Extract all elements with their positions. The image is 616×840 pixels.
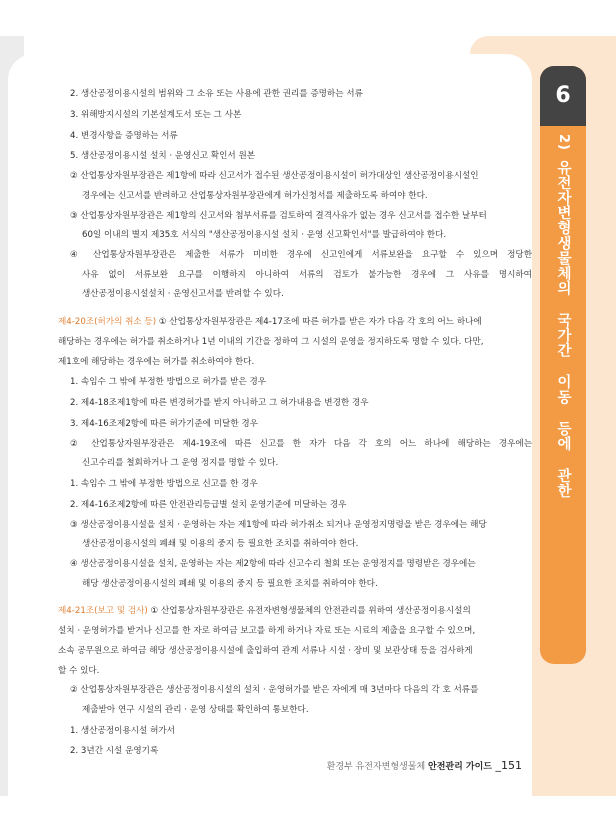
- clause-line: ④ 생산공정이용시설을 설치, 운영하는 자는 제2항에 따라 신고수리 철회 또는 운영정지를 명령받은 경우에는: [70, 559, 476, 570]
- footer-guide-title: 안전관리 가이드: [428, 762, 492, 772]
- list-item: 2. 3년간 시설 운영기록: [70, 746, 159, 757]
- list-item: 1. 속임수 그 밖에 부정한 방법으로 허가를 받은 경우: [70, 377, 267, 388]
- footer-publisher: 환경부 유전자변형생물체: [326, 762, 428, 772]
- clause-line: 사유 없이 서류보완 요구를 이행하지 아니하여 서류의 검토가 불가능한 경우에 그 사유를 명시하여: [82, 269, 532, 280]
- article-line: 설치 · 운영허가를 받거나 신고를 한 자로 하여금 보고를 하게 하거나 자료 또는 시료의 제출을 요구할 수 있으며,: [58, 626, 476, 637]
- page-number: _151: [492, 759, 522, 772]
- clause-line: 해당 생산공정이용시설의 폐쇄 및 이용의 중지 등 필요한 조치를 취하여야 한다.: [82, 578, 378, 589]
- list-item: 2. 생산공정이용시설의 범위와 그 소유 또는 사용에 관한 권리를 증명하는 서류: [70, 89, 363, 99]
- list-item: 1. 생산공정이용시설 허가서: [70, 725, 175, 736]
- article-21-lead-text: ① 산업통상자원부장관은 유전자변형생물체의 안전관리를 위하여 생산공정이용시설의: [147, 606, 471, 617]
- document-body: [58, 84, 532, 762]
- section-title: 유전자변형생물체의 국가간 이동 등에 관한 통합고시: [509, 160, 571, 499]
- clause-line: ③ 생산공정이용시설을 설치 · 운영하는 자는 제1항에 따라 허가취소 되거나 운영정지명령을 받은 경우에는 해당: [70, 519, 487, 530]
- page-footer: [327, 759, 522, 772]
- article-line: 할 수 있다.: [58, 665, 100, 676]
- clause-line: ② 산업통상자원부장관은 제1항에 따라 신고서가 접수된 생산공정이용시설이 허가대상인 생산공정이용시설인: [70, 171, 479, 182]
- list-item: 4. 변경사항을 증명하는 서류: [70, 130, 178, 141]
- clause-line: ② 산업통상자원부장관은 생산공정이용시설의 설치 · 운영허가를 받은 자에게 매 3년마다 다음의 각 호 서류를: [70, 685, 479, 696]
- list-item: 3. 위해방지시설의 기본설계도서 또는 그 사본: [70, 109, 242, 120]
- list-item: 5. 생산공정이용시설 설치 · 운영신고 확인서 원본: [70, 151, 256, 162]
- article-21-lead: [58, 602, 532, 622]
- clause-line: 60일 이내의 별지 제35호 서식의 "생산공정이용시설 설치 · 운영 신고확인서"를 발급하여야 한다.: [82, 230, 447, 241]
- clause-line: 경우에는 신고서를 반려하고 산업통상자원부장관에게 허가신청서를 제출하도록 하여야 한다.: [82, 190, 428, 201]
- list-item: 2. 제4-16조제2항에 따른 안전관리등급별 설치 운영기준에 미달하는 경우: [70, 499, 347, 510]
- list-item: 1. 속임수 그 밖에 부정한 방법으로 신고를 한 경우: [70, 479, 258, 490]
- article-line: 소속 공무원으로 하여금 해당 생산공정이용시설에 출입하여 관계 서류나 시설 · 장비 및 보관상태 등을 검사하게: [58, 645, 473, 656]
- article-20-heading: 제4-20조(허가의 취소 등): [58, 317, 157, 328]
- article-20-lead-text: ① 산업통상자원부장관은 제4-17조에 따른 허가를 받은 자가 다음 각 호의 어느 하나에: [156, 317, 482, 328]
- section-number: 2): [556, 134, 571, 151]
- article-line: 제1호에 해당하는 경우에는 허가를 취소하여야 한다.: [58, 356, 255, 367]
- clause-line: ③ 산업통상자원부장관은 제1항의 신고서와 첨부서류를 검토하여 결격사유가 없는 경우 신고서를 접수한 날부터: [70, 210, 487, 221]
- clause-line: ④ 산업통상자원부장관은 제출한 서류가 미비한 경우에 신고인에게 서류보완을 요구할 수 있으며 정당한: [70, 250, 532, 260]
- clause-line: 제출받아 연구 시설의 관리 · 운영 상태를 확인하여 통보한다.: [82, 704, 309, 715]
- clause-line: 생산공정이용시설의 폐쇄 및 이용의 중지 등 필요한 조치를 취하여야 한다.: [82, 539, 359, 550]
- article-line: 해당하는 경우에는 허가를 취소하거나 1년 이내의 기간을 정하여 그 시설의 운영을 정지하도록 명할 수 있다. 다만,: [58, 336, 484, 347]
- list-item: 2. 제4-18조제1항에 따른 변경허가를 받지 아니하고 그 허가내용을 변경한 경우: [70, 398, 369, 409]
- list-item: 3. 제4-16조제2항에 따른 허가기준에 미달한 경우: [70, 418, 258, 429]
- article-20-lead: [58, 313, 532, 333]
- article-21-heading: 제4-21조(보고 및 검사): [58, 606, 148, 617]
- clause-line: 신고수리를 철회하거나 그 운영 정지를 명할 수 있다.: [82, 458, 279, 469]
- chapter-number: 6: [540, 66, 586, 126]
- clause-line: 생산공정이용시설설치 · 운영신고서를 반려할 수 있다.: [82, 289, 284, 300]
- clause-line: ② 산업통상자원부장관은 제4-19조에 따른 신고를 한 자가 다음 각 호의 어느 하나에 해당하는 경우에는: [70, 438, 532, 449]
